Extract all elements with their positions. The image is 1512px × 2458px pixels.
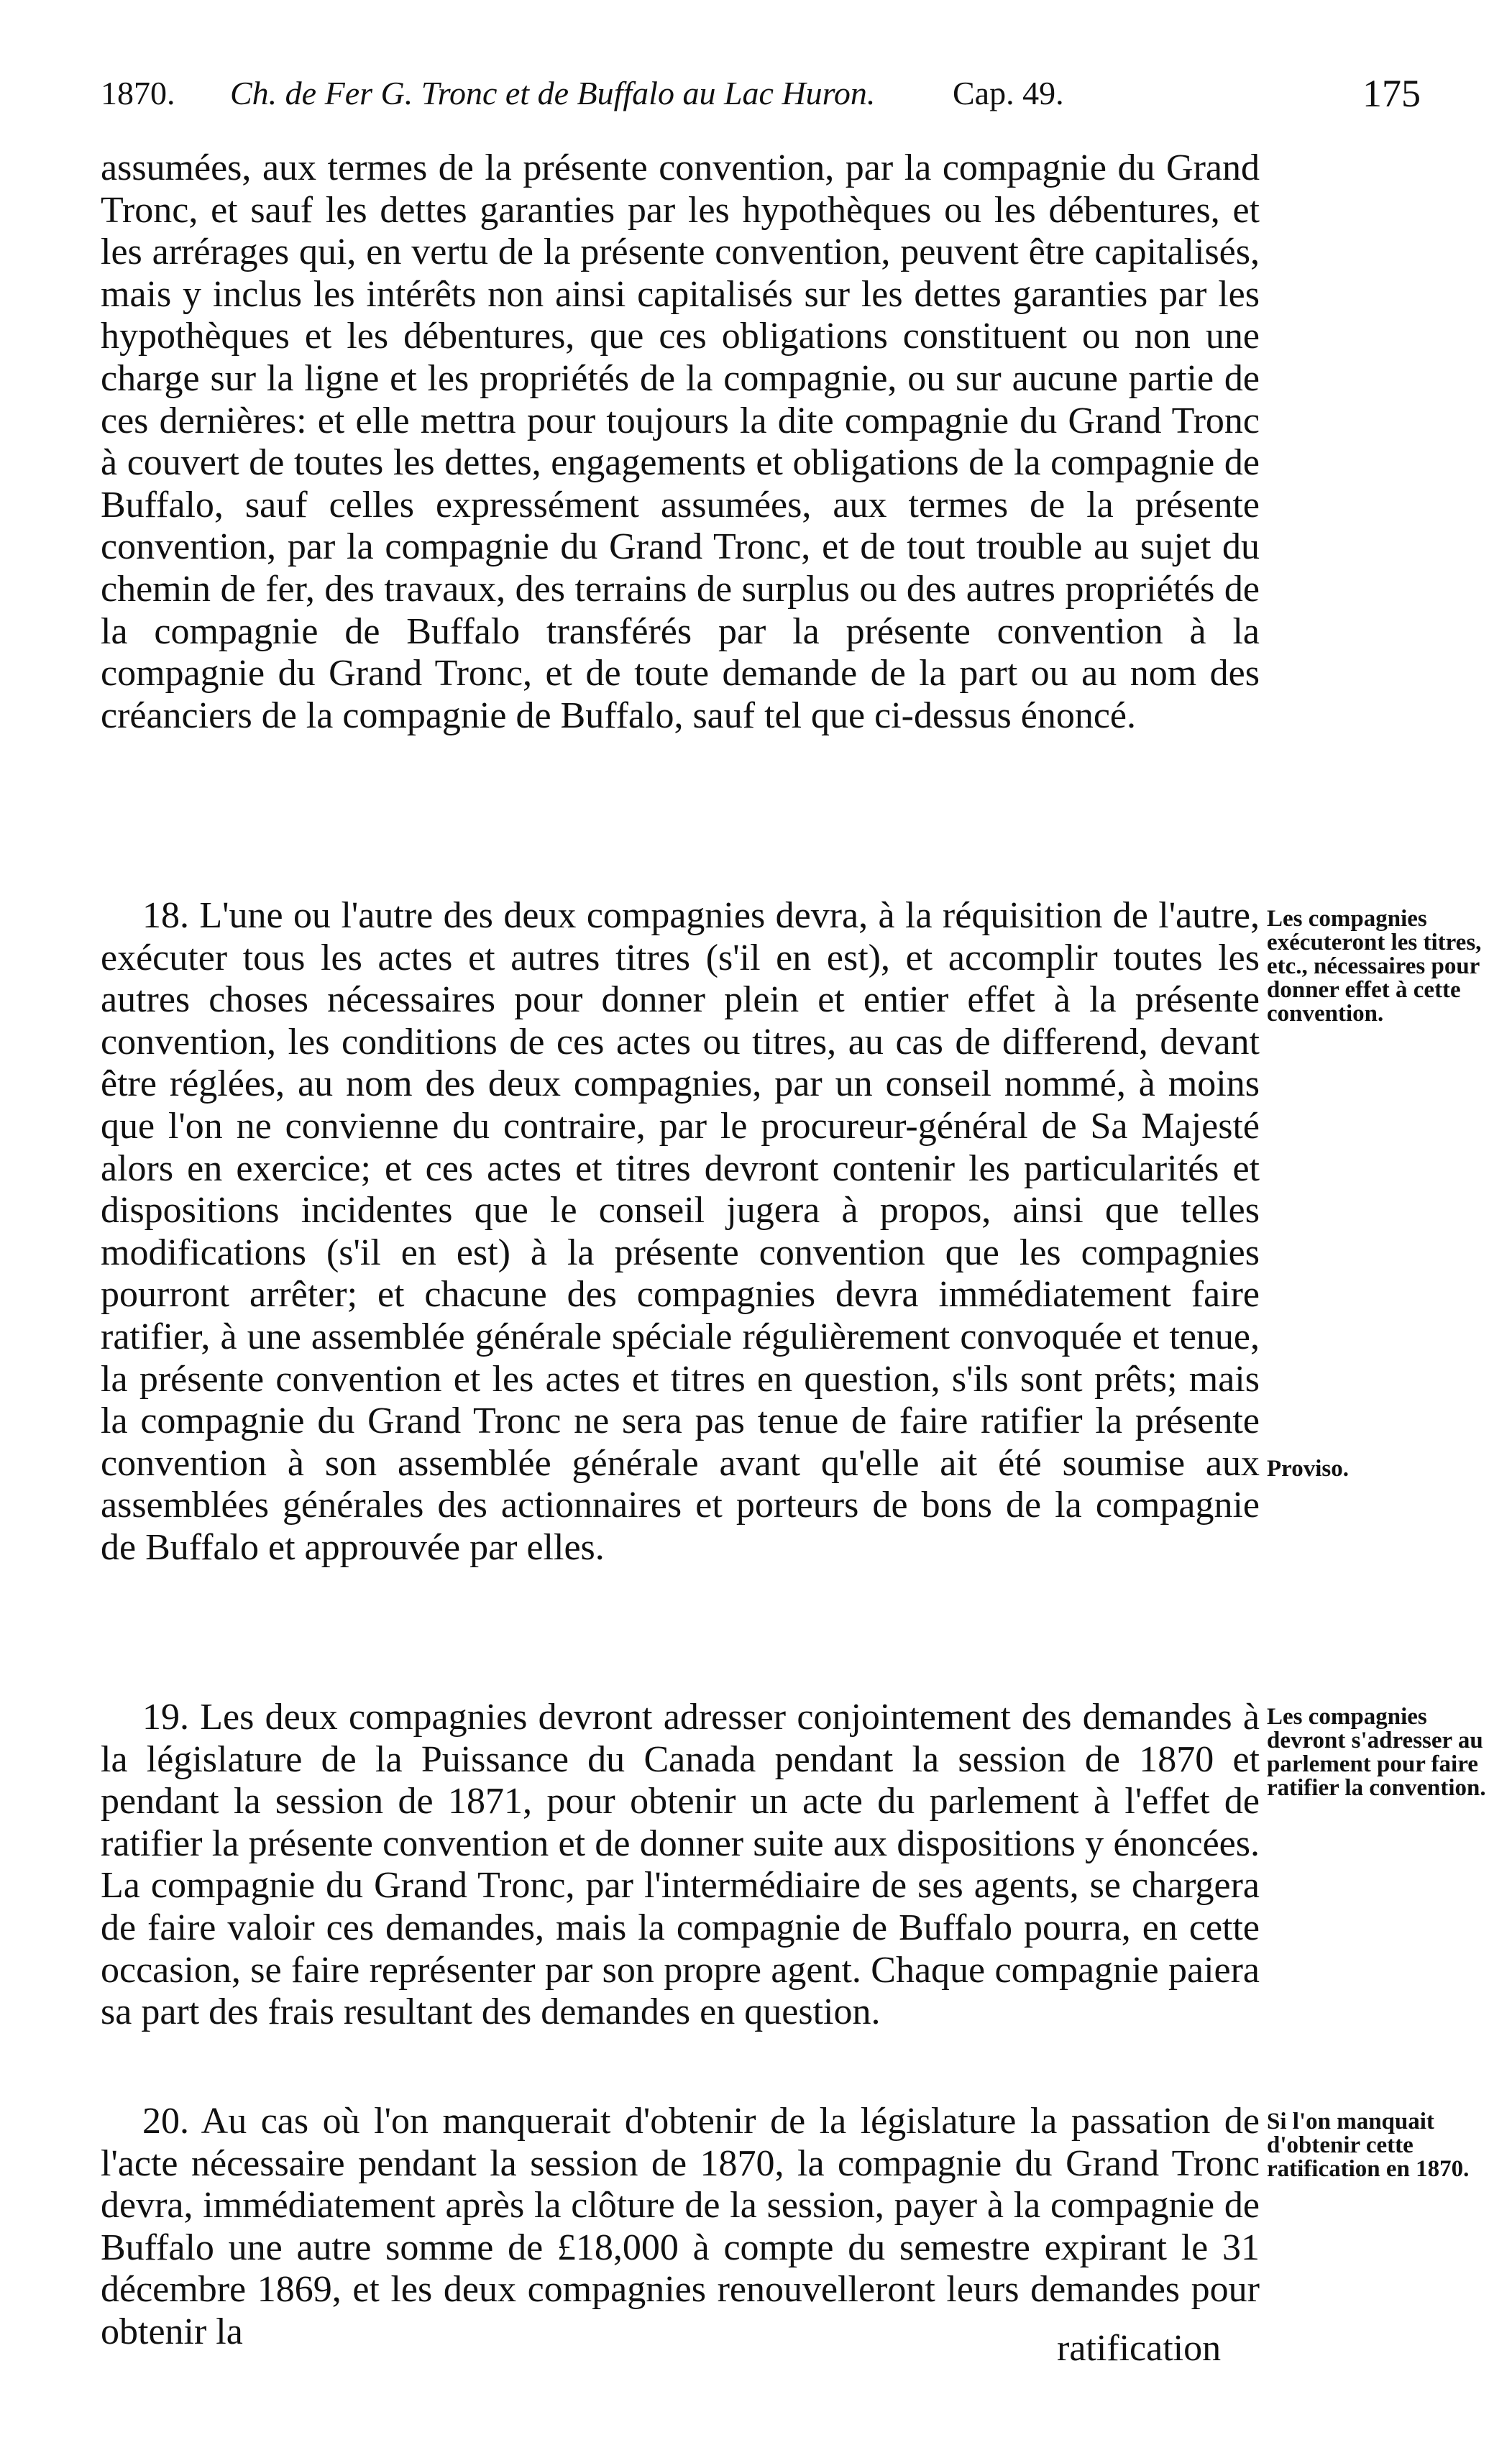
section-18-text: 18. L'une ou l'autre des deux compagnies devra, à la réquisition de l'autre, exécuter tous les actes et autres titres (s'il en est), et accomplir toutes les autres choses nécessaires pour donner plein et entier effet à la présente convention, les conditions de ces actes ou titres, au cas de differend, devant être réglées, au nom des deux compagnies, par un conseil nommé, à moins que l'on ne convienne du contraire, par le procureur-général de Sa Majesté alors en exercice; et ces actes et titres devront contenir les particularités et dispositions incidentes que le conseil jugera à propos, ainsi que telles modifications (s'il en est) à la présente convention que les compagnies pourront arrêter; et chacune des compagnies devra immédiatement faire ratifier, à une assemblée générale spéciale régulièrement convoquée et tenue, la présente convention et les actes et titres en question, s'ils sont prêts; mais la compagnie du Grand Tronc ne sera pas tenue de faire ratifier la présente convention à son assemblée générale avant qu'elle ait été soumise aux assemblées générales des actionnaires et porteurs de bons de la compagnie de Buffalo et approuvée par elles. [101, 895, 1260, 1568]
section-20 [101, 2101, 1260, 2354]
header-chapter: Cap. 49. [953, 75, 1064, 111]
section-20-text: 20. Au cas où l'on manquerait d'obtenir de la législature la passation de l'acte nécessaire pendant la session de 1870, la compagnie du Grand Tronc devra, immédiatement après la clôture de la session, payer à la compagnie de Buffalo une autre somme de £18,000 à compte du semestre expirant le 31 décembre 1869, et les deux compagnies renouvelleront leurs demandes pour obtenir la [101, 2101, 1260, 2352]
side-note-section-20: Si l'on manquait d'obtenir cette ratification en 1870. [1267, 2109, 1470, 2182]
section-19-text: 19. Les deux compagnies devront adresser conjointement des demandes à la législature de la Puissance du Canada pendant la session de 1870 et pendant la session de 1871, pour obtenir un acte du parlement à l'effet de ratifier la présente convention et de donner suite aux dispositions y énoncées. La compagnie du Grand Tronc, par l'intermédiaire de ses agents, se chargera de faire valoir ces demandes, mais la compagnie de Buffalo pourra, en cette occasion, se faire représenter par son propre agent. Chaque compagnie paiera sa part des frais resultant des demandes en question. [101, 1697, 1260, 2033]
side-note-section-19: Les compagnies devront s'adresser au parlement pour faire ratifier la convention. [1267, 1704, 1486, 1801]
catchword: ratification [1057, 2328, 1222, 2369]
section-19 [101, 1697, 1260, 2034]
continuation-paragraph [101, 147, 1260, 737]
side-note-section-18: Les compagnies exécuteront les titres, etc., nécessaires pour donner effet à cette convention. [1267, 906, 1482, 1027]
continuation-text: assumées, aux termes de la présente convention, par la compagnie du Grand Tronc, et sauf les dettes garanties par les hypothèques ou les débentures, et les arrérages qui, en vertu de la présente convention, peuvent être capitalisés, mais y inclus les intérêts non ainsi capitalisés sur les dettes garanties par les hypothèques et les débentures, que ces obligations constituent ou non une charge sur la ligne et les propriétés de la compagnie, ou sur aucune partie de ces dernières: et elle mettra pour toujours la dite compagnie du Grand Tronc à couvert de toutes les dettes, engagements et obligations de la compagnie de Buffalo, sauf celles expressément assumées, aux termes de la présente convention, par la compagnie du Grand Tronc, et de tout trouble au sujet du chemin de fer, des travaux, des terrains de surplus ou des autres propriétés de la compagnie de Buffalo transférés par la présente convention à la compagnie du Grand Tronc, et de toute demande de la part ou au nom des créanciers de la compagnie de Buffalo, sauf tel que ci-dessus énoncé. [101, 147, 1260, 736]
header-year: 1870. [101, 75, 175, 111]
page-number: 175 [1362, 72, 1421, 115]
running-header [101, 68, 1452, 119]
section-18 [101, 895, 1260, 1569]
header-title: Ch. de Fer G. Tronc et de Buffalo au Lac Huron. [230, 75, 876, 111]
side-note-proviso: Proviso. [1267, 1456, 1349, 1482]
